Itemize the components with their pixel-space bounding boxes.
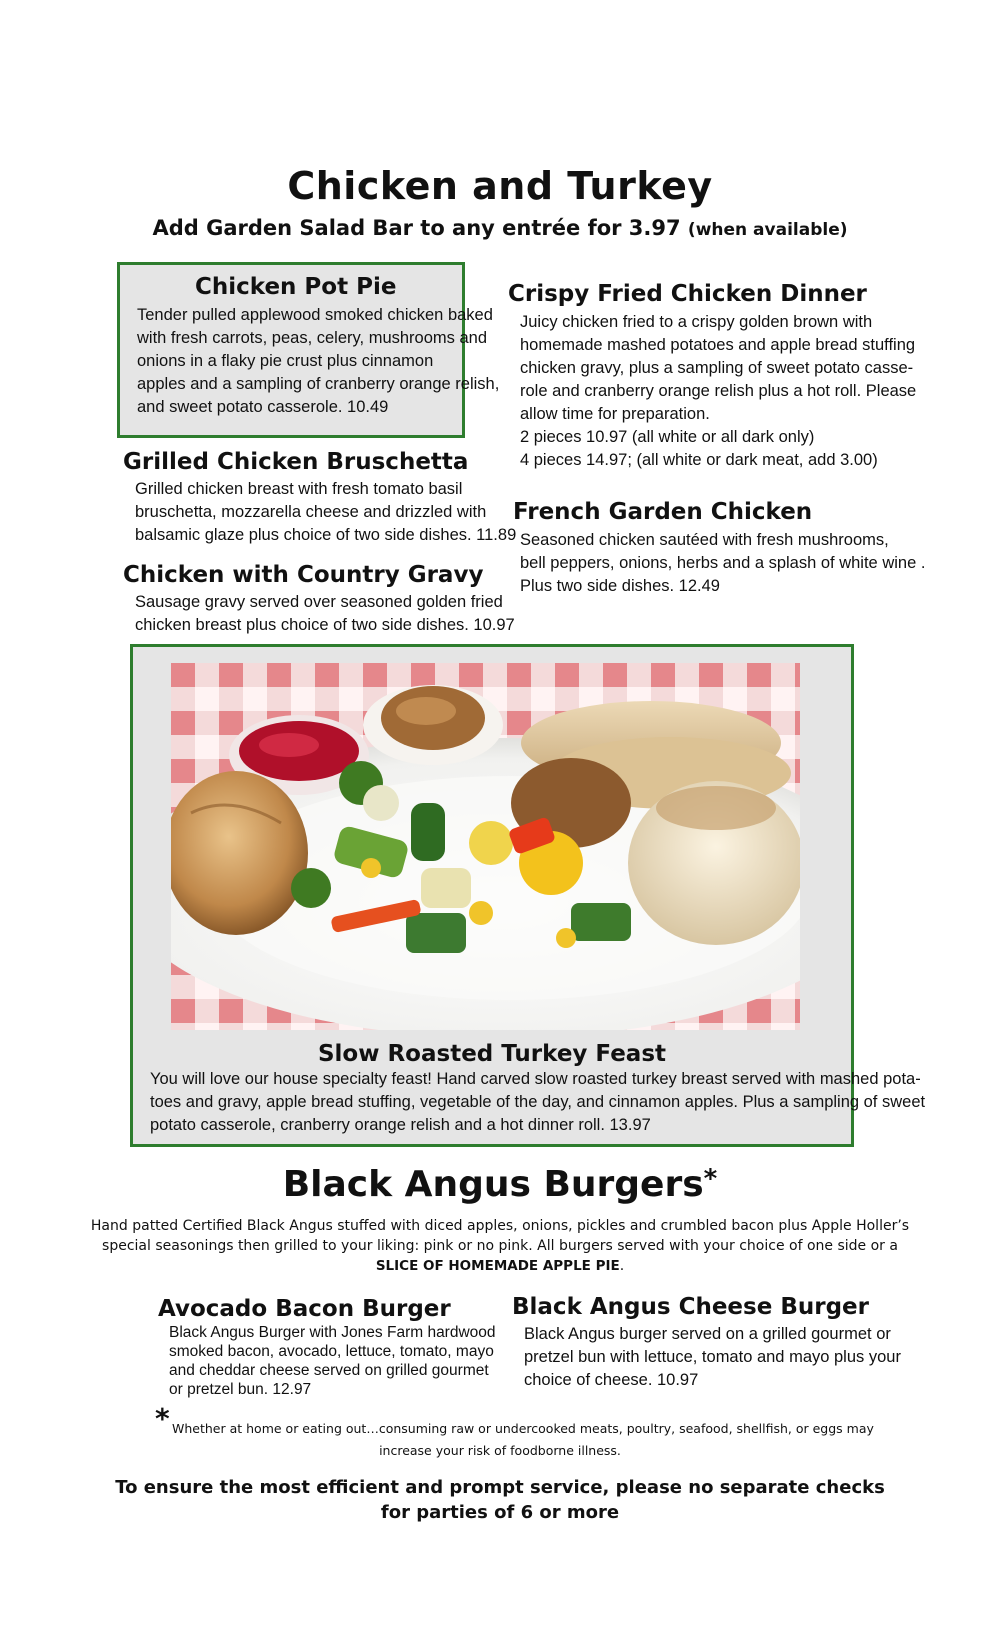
burgers-intro-line2: special seasonings then grilled to your liking: pink or no pink. All burgers served with your choice of one side or a [102, 1238, 898, 1254]
description-line: apples and a sampling of cranberry orange relish, [137, 375, 500, 393]
burgers-intro-pie: SLICE OF HOMEMADE APPLE PIE [375, 1258, 620, 1274]
description-line: choice of cheese. 10.97 [524, 1371, 699, 1389]
description-line: 2 pieces 10.97 (all white or all dark only) [520, 428, 815, 446]
description-line: bell peppers, onions, herbs and a splash of white wine . [520, 554, 926, 572]
pot-pie-title: Chicken Pot Pie [195, 274, 397, 300]
pot-pie-description [137, 304, 499, 419]
salad-bar-availability: (when available) [687, 220, 848, 240]
description-line: 4 pieces 14.97; (all white or dark meat, add 3.00) [520, 451, 878, 469]
description-line: and sweet potato casserole. 10.49 [137, 398, 389, 416]
french-garden-title: French Garden Chicken [513, 499, 813, 525]
burgers-asterisk: * [703, 1164, 718, 1194]
burgers-section-title [0, 1164, 1000, 1205]
description-line: chicken gravy, plus a sampling of sweet potato casse- [520, 359, 914, 377]
disclaimer-line2: increase your risk of foodborne illness. [379, 1443, 621, 1458]
description-line: bruschetta, mozzarella cheese and drizzled with [135, 503, 487, 521]
avocado-burger-description [169, 1323, 496, 1399]
country-gravy-description [135, 591, 515, 637]
salad-bar-text: Add Garden Salad Bar to any entrée for 3.97 [152, 216, 681, 240]
description-line: Seasoned chicken sautéed with fresh mushrooms, [520, 531, 889, 549]
description-line: chicken breast plus choice of two side dishes. 10.97 [135, 616, 515, 634]
description-line: Sausage gravy served over seasoned golden fried [135, 593, 503, 611]
salad-bar-note [0, 216, 1000, 240]
cheese-burger-title: Black Angus Cheese Burger [512, 1294, 869, 1320]
cheese-burger-description [524, 1323, 901, 1392]
description-line: toes and gravy, apple bread stuffing, vegetable of the day, and cinnamon apples. Plus a sampling of sweet [150, 1093, 926, 1111]
description-line: Black Angus burger served on a grilled gourmet or [524, 1325, 891, 1343]
description-line: Tender pulled applewood smoked chicken baked [137, 306, 493, 324]
burgers-title-text: Black Angus Burgers [282, 1164, 704, 1205]
description-line: You will love our house specialty feast! Hand carved slow roasted turkey breast served with mashed pota- [150, 1070, 921, 1088]
burgers-intro [0, 1216, 1000, 1276]
crispy-chicken-description [520, 311, 916, 472]
footer-line2: for parties of 6 or more [380, 1502, 620, 1523]
turkey-dinner-photo [171, 663, 800, 1030]
description-line: or pretzel bun. 12.97 [169, 1381, 312, 1398]
description-line: with fresh carrots, peas, celery, mushrooms and [137, 329, 487, 347]
description-line: potato casserole, cranberry orange relish and a hot dinner roll. 13.97 [150, 1116, 651, 1134]
description-line: allow time for preparation. [520, 405, 710, 423]
description-line: role and cranberry orange relish plus a hot roll. Please [520, 382, 917, 400]
country-gravy-title: Chicken with Country Gravy [123, 562, 484, 588]
french-garden-description [520, 529, 925, 598]
crispy-chicken-title: Crispy Fried Chicken Dinner [508, 281, 867, 307]
burgers-intro-end: . [619, 1258, 625, 1274]
description-line: smoked bacon, avocado, lettuce, tomato, mayo [169, 1343, 494, 1360]
disclaimer-asterisk: * [155, 1402, 170, 1435]
description-line: Juicy chicken fried to a crispy golden brown with [520, 313, 873, 331]
description-line: homemade mashed potatoes and apple bread stuffing [520, 336, 916, 354]
bruschetta-description [135, 478, 516, 547]
description-line: Plus two side dishes. 12.49 [520, 577, 720, 595]
turkey-feast-description [150, 1068, 925, 1137]
page-title: Chicken and Turkey [287, 164, 713, 208]
description-line: balsamic glaze plus choice of two side dishes. 11.89 [135, 526, 517, 544]
footer-note [0, 1475, 1000, 1525]
description-line: and cheddar cheese served on grilled gourmet [169, 1362, 489, 1379]
description-line: onions in a flaky pie crust plus cinnamon [137, 352, 434, 370]
bruschetta-title: Grilled Chicken Bruschetta [123, 449, 469, 475]
avocado-burger-title: Avocado Bacon Burger [158, 1296, 451, 1322]
turkey-feast-title: Slow Roasted Turkey Feast [317, 1041, 667, 1067]
description-line: Black Angus Burger with Jones Farm hardwood [169, 1324, 496, 1341]
description-line: pretzel bun with lettuce, tomato and mayo plus your [524, 1348, 901, 1366]
description-line: Grilled chicken breast with fresh tomato basil [135, 480, 463, 498]
disclaimer-line1: Whether at home or eating out…consuming raw or undercooked meats, poultry, seafood, shellfish, or eggs may [172, 1421, 874, 1436]
burgers-intro-line1: Hand patted Certified Black Angus stuffed with diced apples, onions, pickles and crumbled bacon plus Apple Holler’s [90, 1218, 910, 1234]
footer-line1: To ensure the most efficient and prompt service, please no separate checks [115, 1477, 885, 1498]
